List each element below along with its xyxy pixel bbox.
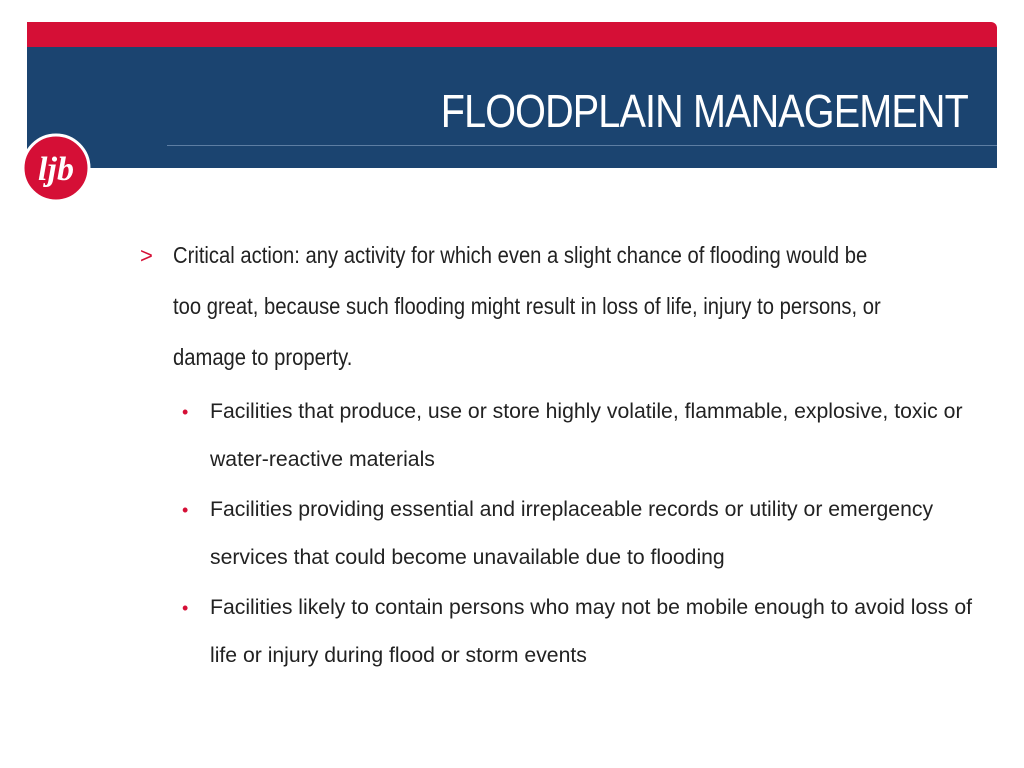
sub-bullet-list <box>140 388 1000 680</box>
slide-body <box>140 230 1000 682</box>
main-bullet-text: Critical action: any activity for which even a slight chance of flooding would be too great, because such flooding might result in loss of life, injury to persons, or damage to property. <box>173 242 881 370</box>
ljb-logo-icon <box>20 132 92 204</box>
logo-text: ljb <box>38 151 74 188</box>
sub-bullet <box>182 584 1000 680</box>
bullet-dot-icon: • <box>182 598 189 618</box>
sub-bullet <box>182 388 1000 484</box>
sub-bullet-text: Facilities likely to contain persons who may not be mobile enough to avoid loss of life or injury during flood or storm events <box>210 596 972 667</box>
header-accent-bar <box>27 22 997 47</box>
sub-bullet-text: Facilities providing essential and irreplaceable records or utility or emergency services that could become unavailable due to flooding <box>210 498 934 569</box>
slide-title: FLOODPLAIN MANAGEMENT <box>440 85 968 137</box>
chevron-marker-icon: > <box>140 243 153 268</box>
main-bullet <box>140 230 1000 383</box>
header-divider <box>167 145 997 146</box>
sub-bullet-text: Facilities that produce, use or store highly volatile, flammable, explosive, toxic or water-reactive materials <box>210 400 963 471</box>
bullet-dot-icon: • <box>182 500 189 520</box>
bullet-dot-icon: • <box>182 402 189 422</box>
sub-bullet <box>182 486 1000 582</box>
